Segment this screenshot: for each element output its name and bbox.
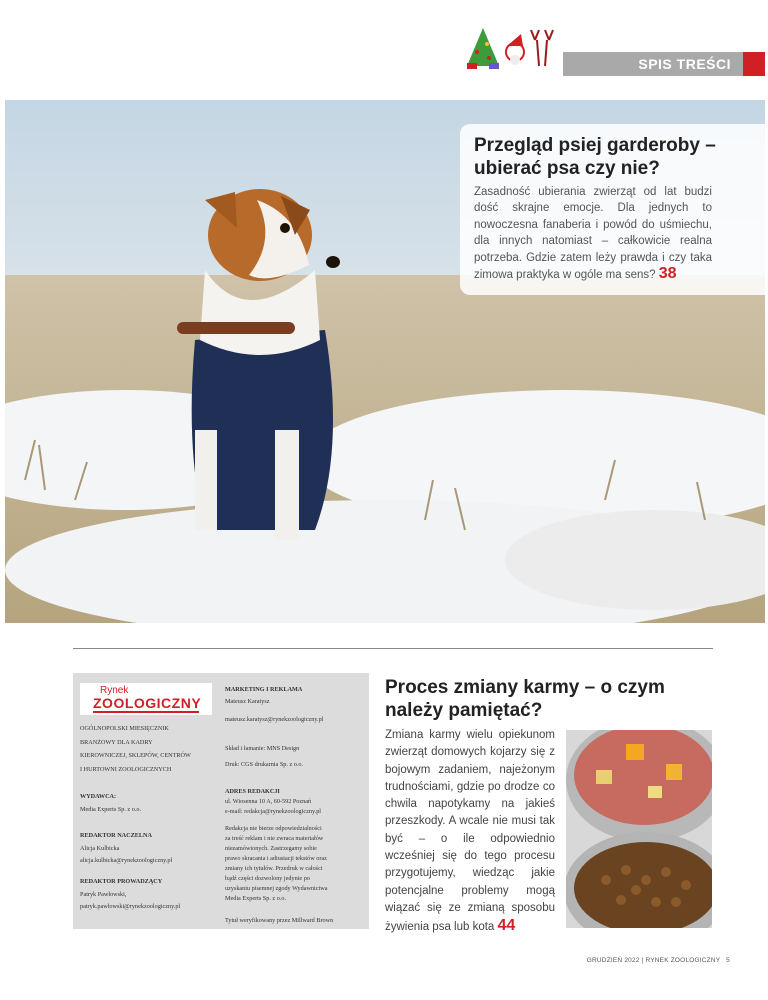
address-email[interactable]: e-mail: redakcja@rynekzoologiczny.pl bbox=[225, 808, 322, 815]
description-line: OGÓLNOPOLSKI MIESIĘCZNIK bbox=[80, 725, 169, 732]
disclaimer-line: zmiany ich tytułów. Przedruk w całości bbox=[225, 865, 323, 872]
disclaimer-line: prawo skracania i adiustacji tekstów oraz bbox=[225, 855, 327, 862]
editor-heading: REDAKTOR NACZELNA bbox=[80, 832, 152, 840]
logo-underline bbox=[93, 711, 199, 713]
marketing-heading: MARKETING I REKLAMA bbox=[225, 686, 303, 693]
divider bbox=[73, 648, 713, 649]
article-body: Zasadność ubierania zwierząt od lat budzi dość skrajne emocje. Dla jednych to nowoczesna fanaberia i powód do uśmiechu, dla innych natomiast – całkowicie realna potrzeba. Gdzie zatem leży prawda i czy taka zimowa praktyka w ogóle ma sens? bbox=[474, 186, 712, 282]
address: ul. Wiosenna 10 A, 60-592 Poznań bbox=[225, 798, 312, 805]
publisher-heading: WYDAWCA: bbox=[80, 793, 117, 801]
page-reference[interactable]: 38 bbox=[658, 265, 677, 283]
page-footer bbox=[560, 957, 730, 964]
footer-text: GRUDZIEŃ 2022 | RYNEK ZOOLOGICZNY bbox=[586, 957, 721, 964]
verification-note: Tytuł weryfikowany przez Millward Brown bbox=[225, 917, 334, 924]
christmas-decoration bbox=[463, 26, 557, 70]
layout-credit: Skład i łamanie: MNS Design bbox=[225, 745, 300, 752]
disclaimer-line: niezamówionych. Zastrzegamy sobie bbox=[225, 845, 317, 852]
print-credit: Druk: CGS drukarnia Sp. z o.o. bbox=[225, 761, 304, 768]
disclaimer-line: Redakcja nie bierze odpowiedzialności bbox=[225, 825, 322, 832]
editor-email[interactable]: alicja.kulbicka@rynekzoologiczny.pl bbox=[80, 857, 173, 865]
disclaimer-line: uzyskaniu pisemnej zgody Wydawnictwa bbox=[225, 885, 328, 892]
marketing-name: Mateusz Karatysz bbox=[225, 698, 270, 705]
disclaimer bbox=[225, 824, 365, 904]
address-heading: ADRES REDAKCJI bbox=[225, 788, 280, 795]
reindeer-icon bbox=[531, 30, 553, 66]
disclaimer-line: Media Experts Sp. z o.o. bbox=[225, 895, 287, 902]
article-body: Zmiana karmy wielu opiekunom zwierząt domowych kojarzy się z bojowym zadaniem, najeżonym trudnościami, gdzie po drodze co chwila napotykamy na jakieś przeszkody. A wcale nie musi tak być – o ile odpowiednio wcześniej się do tego procesu przygotujemy, wiedząc jakie potencjalne problemy mogą wiązać się ze zmianą sposobu żywienia psa lub kota bbox=[385, 729, 555, 934]
page-reference[interactable]: 44 bbox=[497, 917, 516, 935]
section-label: SPIS TREŚCI bbox=[638, 56, 731, 72]
article-summary bbox=[385, 727, 555, 937]
table-of-contents-banner bbox=[563, 52, 743, 76]
christmas-tree-icon bbox=[467, 28, 499, 69]
description-line: KIEROWNICZEJ, SKLEPÓW, CENTRÓW bbox=[80, 752, 191, 760]
magazine-logo bbox=[80, 683, 212, 715]
article-teaser-card[interactable] bbox=[460, 124, 765, 295]
description-line: BRANŻOWY DLA KADRY bbox=[80, 738, 153, 746]
disclaimer-line: bądź części dozwolony jedynie po bbox=[225, 875, 310, 882]
leading-editor-heading: REDAKTOR PROWADZĄCY bbox=[80, 878, 163, 886]
page-number: 5 bbox=[726, 957, 730, 964]
masthead-left-column bbox=[80, 722, 220, 912]
logo-main: ZOOLOGICZNY bbox=[93, 695, 202, 711]
santa-icon bbox=[506, 34, 524, 65]
pet-food-bowls-photo bbox=[566, 730, 712, 928]
article-title: Przegląd psiej garderoby – ubierać psa czy nie? bbox=[474, 135, 716, 179]
logo-top: Rynek bbox=[100, 685, 129, 696]
article-summary bbox=[474, 184, 712, 283]
article-title[interactable]: Proces zmiany karmy – o czym należy pamiętać? bbox=[385, 677, 665, 721]
banner-accent bbox=[743, 52, 765, 76]
leading-editor-email[interactable]: patryk.pawlowski@rynekzoologiczny.pl bbox=[80, 903, 181, 911]
disclaimer-line: za treść reklam i nie zwraca materiałów bbox=[225, 835, 324, 842]
marketing-email[interactable]: mateusz.karatysz@rynekzoologiczny.pl bbox=[225, 716, 324, 723]
editor-name: Alicja Kulbicka bbox=[80, 845, 120, 853]
description-line: I HURTOWNI ZOOLOGICZNYCH bbox=[80, 765, 172, 773]
publisher: Media Experts Sp. z o.o. bbox=[80, 806, 142, 814]
leading-editor-name: Patryk Pawłowski, bbox=[80, 891, 127, 899]
masthead-right-column bbox=[225, 685, 365, 926]
